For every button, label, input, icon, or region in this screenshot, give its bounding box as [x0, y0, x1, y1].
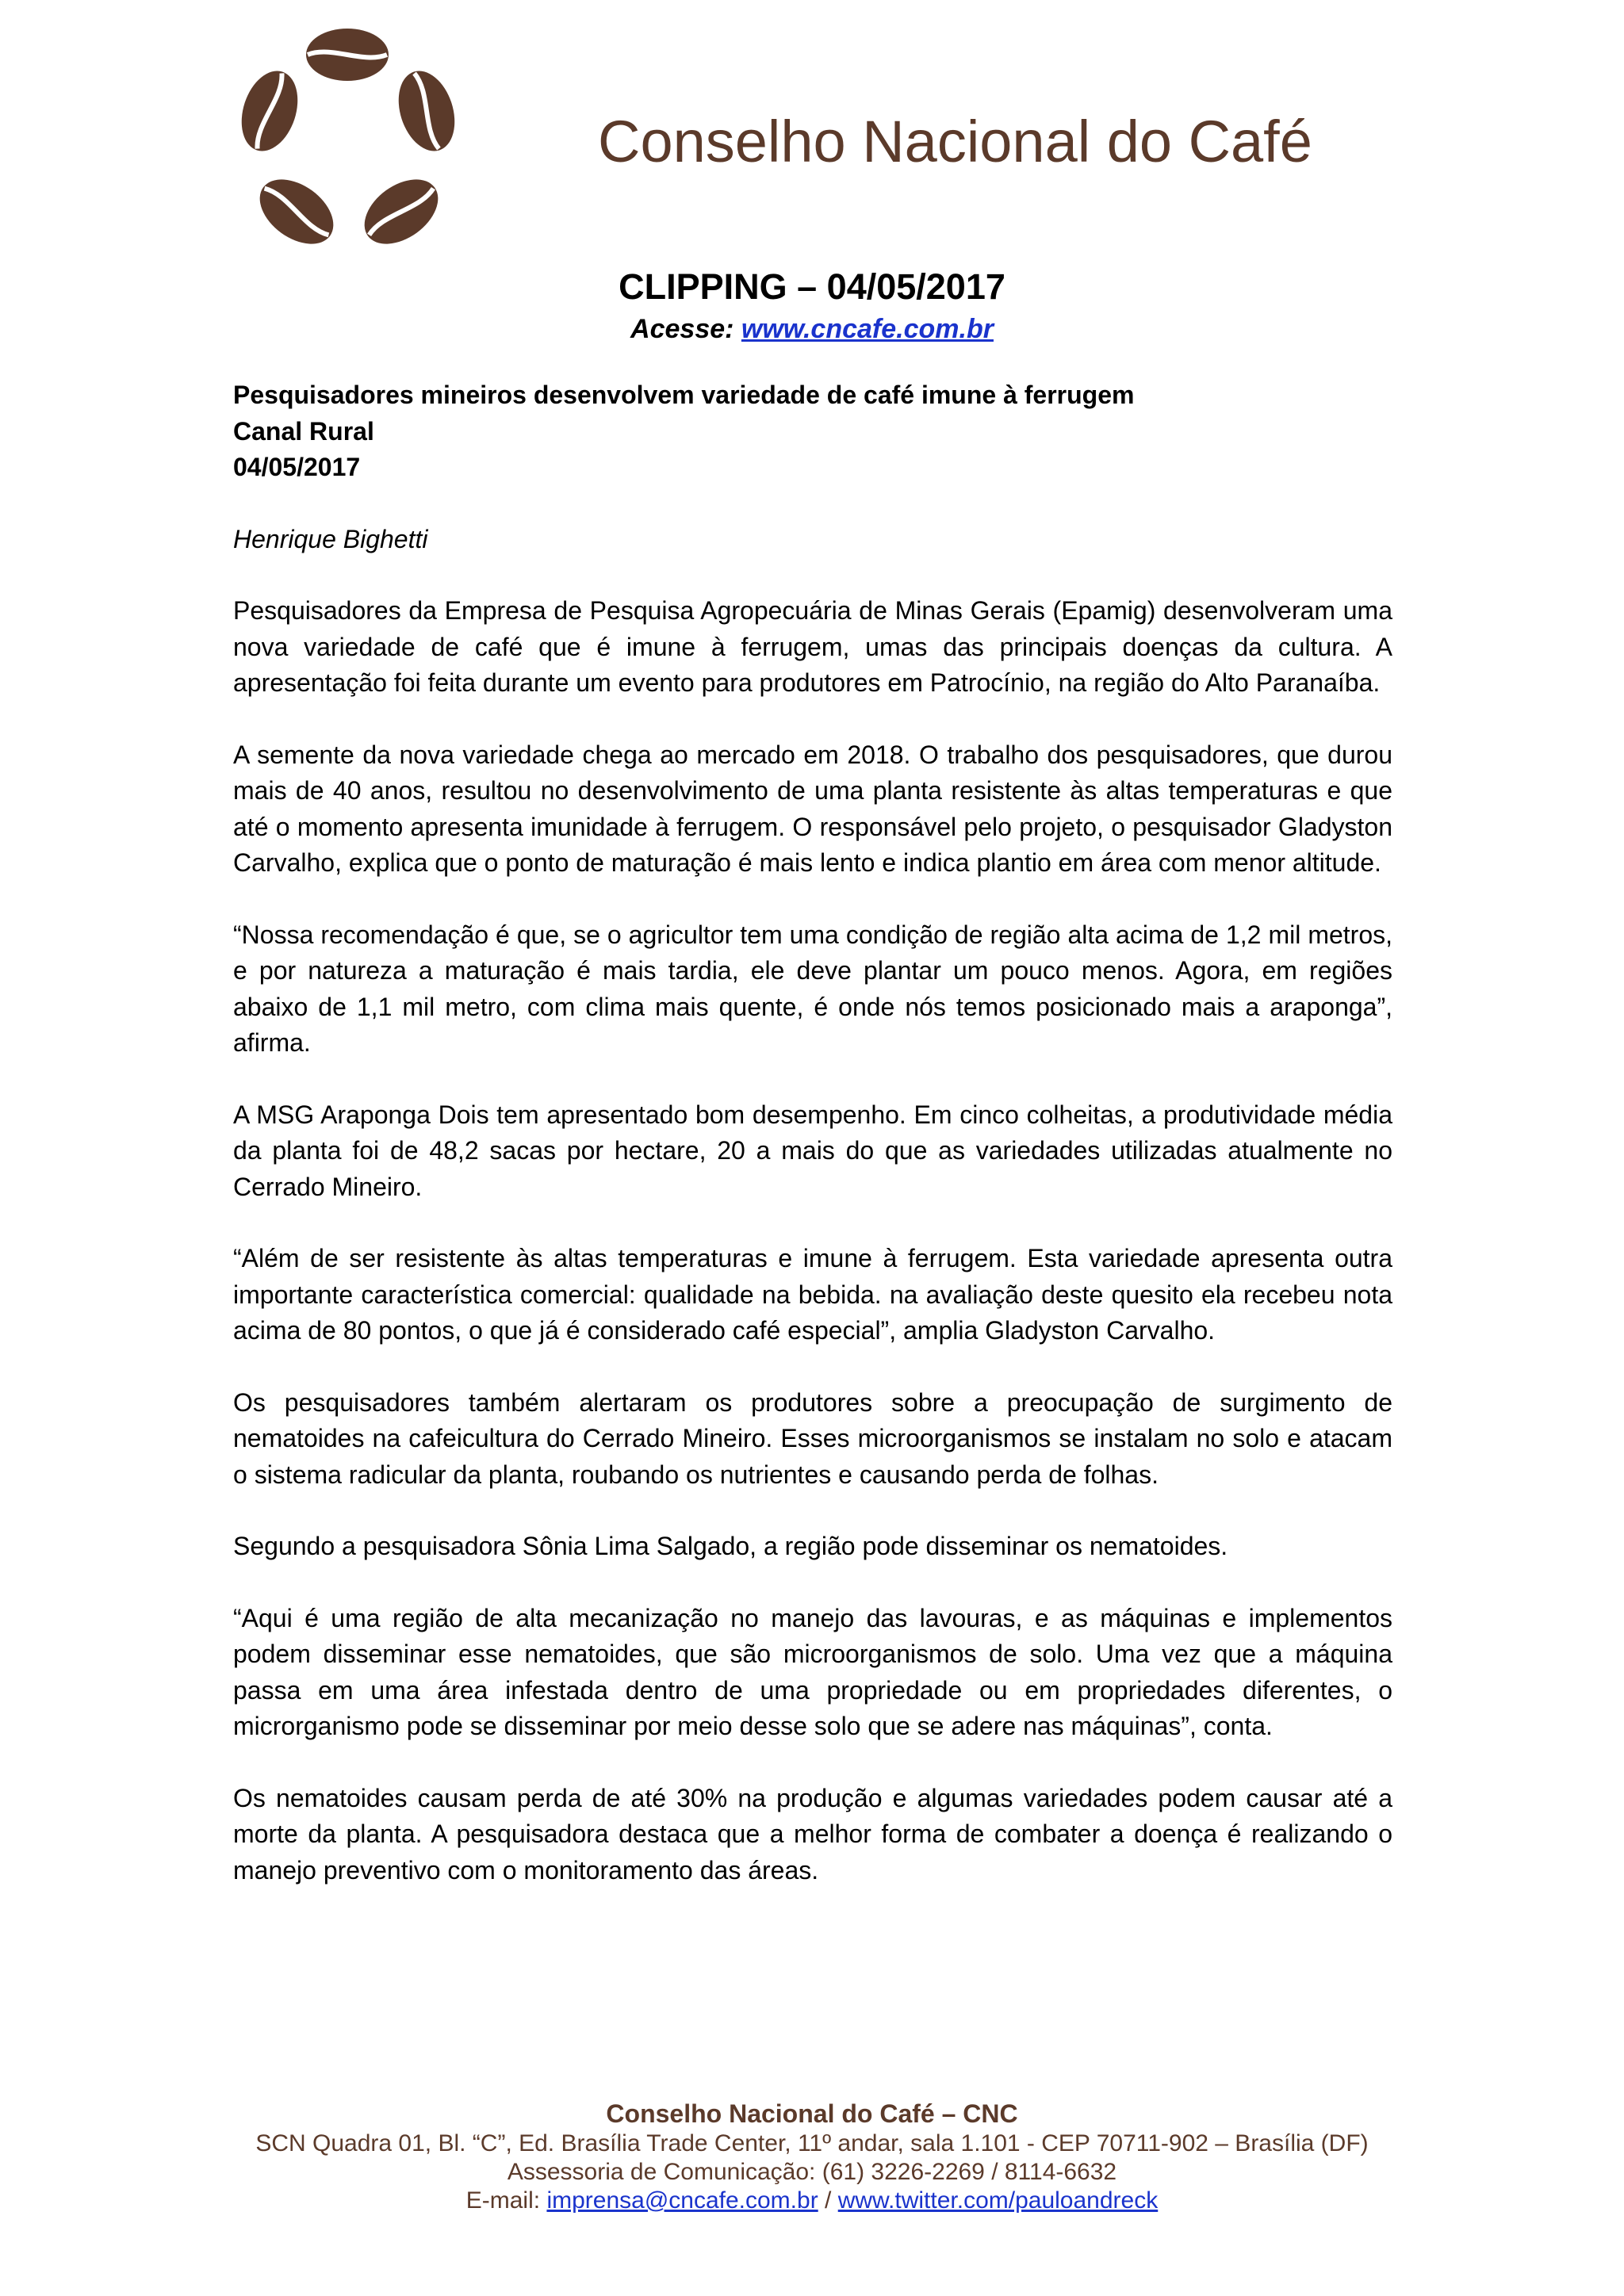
article-date: 04/05/2017 — [233, 453, 361, 481]
site-link[interactable]: www.cncafe.com.br — [741, 314, 994, 344]
twitter-link[interactable]: www.twitter.com/pauloandreck — [837, 2187, 1159, 2214]
article-paragraph: “Além de ser resistente às altas temperaturas e imune à ferrugem. Esta variedade apresenta outra importante característica comercial: qualidade na bebida. na avaliação deste quesito ela recebeu nota acima de 80 pontos, o que já é considerado café especial”, amplia Gladyston Carvalho. — [233, 1244, 1392, 1345]
coffee-beans-ring-logo — [224, 17, 471, 279]
footer-contact — [0, 2187, 1624, 2215]
footer-title: Conselho Nacional do Café – CNC — [606, 2099, 1018, 2128]
article — [233, 377, 1392, 1924]
article-paragraph: Os nematoides causam perda de até 30% na produção e algumas variedades podem causar até a morte da planta. A pesquisadora destaca que a melhor forma de combater a doença é realizando o manejo preventivo com o monitoramento das áreas. — [233, 1783, 1392, 1885]
article-paragraph: “Aqui é uma região de alta mecanização no manejo das lavouras, e as máquinas e implementos podem disseminar esse nematoides, que são microorganismos de solo. Uma vez que a máquina passa em uma área infestada dentro de uma propriedade ou em propriedades diferentes, o microrganismo pode se disseminar por meio desse solo que se adere nas máquinas”, conta. — [233, 1603, 1392, 1740]
contact-separator: / — [825, 2187, 832, 2214]
article-author: Henrique Bighetti — [233, 524, 428, 553]
article-source: Canal Rural — [233, 416, 374, 446]
org-title: Conselho Nacional do Café — [598, 109, 1312, 174]
article-paragraph: Os pesquisadores também alertaram os produtores sobre a preocupação de surgimento de nematoides na cafeicultura do Cerrado Mineiro. Esses microorganismos se instalam no solo e atacam o sistema radicular da planta, roubando os nutrientes e causando perda de folhas. — [233, 1387, 1392, 1489]
article-headline: Pesquisadores mineiros desenvolvem variedade de café imune à ferrugem — [233, 381, 1135, 409]
access-line — [0, 314, 1624, 345]
article-meta — [233, 377, 1392, 486]
footer-phone: Assessoria de Comunicação: (61) 3226-2269 / 8114-6632 — [507, 2159, 1117, 2185]
article-paragraph: Segundo a pesquisadora Sônia Lima Salgado, a região pode disseminar os nematoides. — [233, 1532, 1228, 1560]
article-paragraph: Pesquisadores da Empresa de Pesquisa Agropecuária de Minas Gerais (Epamig) desenvolveram uma nova variedade de café que é imune à ferrugem, umas das principais doenças da cultura. A apresentação foi feita durante um evento para produtores em Patrocínio, na região do Alto Paranaíba. — [233, 596, 1392, 697]
footer-address: SCN Quadra 01, Bl. “C”, Ed. Brasília Trade Center, 11º andar, sala 1.101 - CEP 70711-902 – Brasília (DF) — [255, 2130, 1369, 2156]
article-paragraph: A MSG Araponga Dois tem apresentado bom desempenho. Em cinco colheitas, a produtividade média da planta foi de 48,2 sacas por hectare, 20 a mais do que as variedades utilizadas atualmente no Cerrado Mineiro. — [233, 1100, 1392, 1201]
article-paragraph: “Nossa recomendação é que, se o agricultor tem uma condição de região alta acima de 1,2 mil metros, e por natureza a maturação é mais tardia, ele deve plantar um pouco menos. Agora, em regiões abaixo de 1,1 mil metro, com clima mais quente, é onde nós temos posicionado mais a araponga”, afirma. — [233, 920, 1392, 1057]
article-paragraph: A semente da nova variedade chega ao mercado em 2018. O trabalho dos pesquisadores, que durou mais de 40 anos, resultou no desenvolvimento de uma planta resistente às altas temperaturas e que até o momento apresenta imunidade à ferrugem. O responsável pelo projeto, o pesquisador Gladyston Carvalho, explica que o ponto de maturação é mais lento e indica plantio em área com menor altitude. — [233, 740, 1392, 877]
email-label: E-mail: — [465, 2187, 541, 2214]
clipping-title: CLIPPING – 04/05/2017 — [619, 266, 1005, 307]
footer — [0, 2098, 1624, 2215]
email-link[interactable]: imprensa@cncafe.com.br — [546, 2187, 818, 2214]
access-label: Acesse: — [630, 314, 734, 344]
